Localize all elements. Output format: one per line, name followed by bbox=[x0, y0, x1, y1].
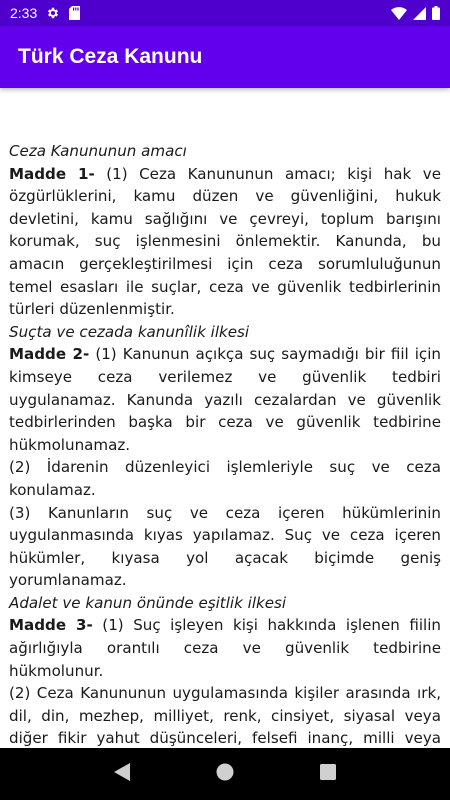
madde-1-text: (1) Ceza Kanununun amacı; kişi hak ve özgürlüklerini, kamu düzen ve güvenliğini, hukuk devletini, kamu sağlığını ve çevreyi, toplum barışını korumak, suç işlenmesini önlemektir. Kanunda, bu amacın gerçekleştirilmesi için ceza sorumluluğunun temel esasları ile suçlar, ceza ve güvenlik tedbirlerinin türleri düzenlenmiştir. bbox=[9, 164, 442, 319]
status-bar bbox=[0, 0, 450, 26]
section-title-2: Suçta ve cezada kanunîlik ilkesi bbox=[9, 322, 250, 341]
madde-1-paragraph bbox=[9, 163, 441, 321]
home-button[interactable] bbox=[205, 754, 245, 794]
battery-icon bbox=[432, 6, 440, 20]
app-title: Türk Ceza Kanunu bbox=[18, 45, 203, 68]
madde-2-paragraph bbox=[9, 343, 441, 456]
madde-2-subparagraph-3: (3) Kanunların suç ve ceza içeren hükümlerinin uygulanmasında kıyas yapılamaz. Suç ve ceza içeren hükümler, kıyasa yol açacak biçimde geniş yorumlanamaz. bbox=[9, 503, 441, 590]
law-text-content[interactable] bbox=[0, 88, 450, 748]
madde-3-subparagraph-2: (2) Ceza Kanununun uygulamasında kişiler arasında ırk, dil, din, mezhep, milliyet, renk, cinsiyet, siyasal veya diğer fikir yahut düşünceleri, felsefi inanç, milli veya bbox=[9, 684, 441, 748]
home-icon bbox=[216, 763, 234, 785]
app-bar bbox=[0, 26, 450, 88]
madde-2-label: Madde 2- bbox=[9, 345, 90, 364]
gear-icon bbox=[46, 6, 60, 20]
madde-2-text: (1) Kanunun açıkça suç saymadığı bir fiil için kimseye ceza verilemez ve güvenlik tedbiri uygulanamaz. Kanunda yazılı cezalardan ve güvenlik tedbirlerinden başka bir ceza ve güvenlik tedbirine hükmolunamaz. bbox=[9, 345, 441, 454]
back-button[interactable] bbox=[102, 754, 142, 794]
section-title-1: Ceza Kanununun amacı bbox=[9, 142, 187, 160]
signal-icon bbox=[413, 7, 426, 20]
madde-3-paragraph bbox=[9, 614, 441, 682]
madde-3-text: (1) Suç işleyen kişi hakkında işlenen fiilin ağırlığıyla orantılı ceza ve güvenlik tedbirine hükmolunur. bbox=[9, 616, 441, 680]
madde-3-label: Madde 3- bbox=[9, 616, 93, 635]
wifi-icon bbox=[391, 7, 407, 20]
section-title-3: Adalet ve kanun önünde eşitlik ilkesi bbox=[9, 593, 287, 612]
recents-button[interactable] bbox=[308, 754, 348, 794]
status-time: 2:33 bbox=[10, 5, 38, 21]
recents-icon bbox=[320, 764, 336, 784]
madde-1-label: Madde 1- bbox=[9, 164, 95, 183]
back-icon bbox=[114, 763, 130, 785]
madde-2-subparagraph-2: (2) İdarenin düzenleyici işlemleriyle suç ve ceza konulamaz. bbox=[9, 458, 441, 499]
navigation-bar bbox=[0, 748, 450, 800]
sd-card-icon bbox=[69, 6, 80, 20]
